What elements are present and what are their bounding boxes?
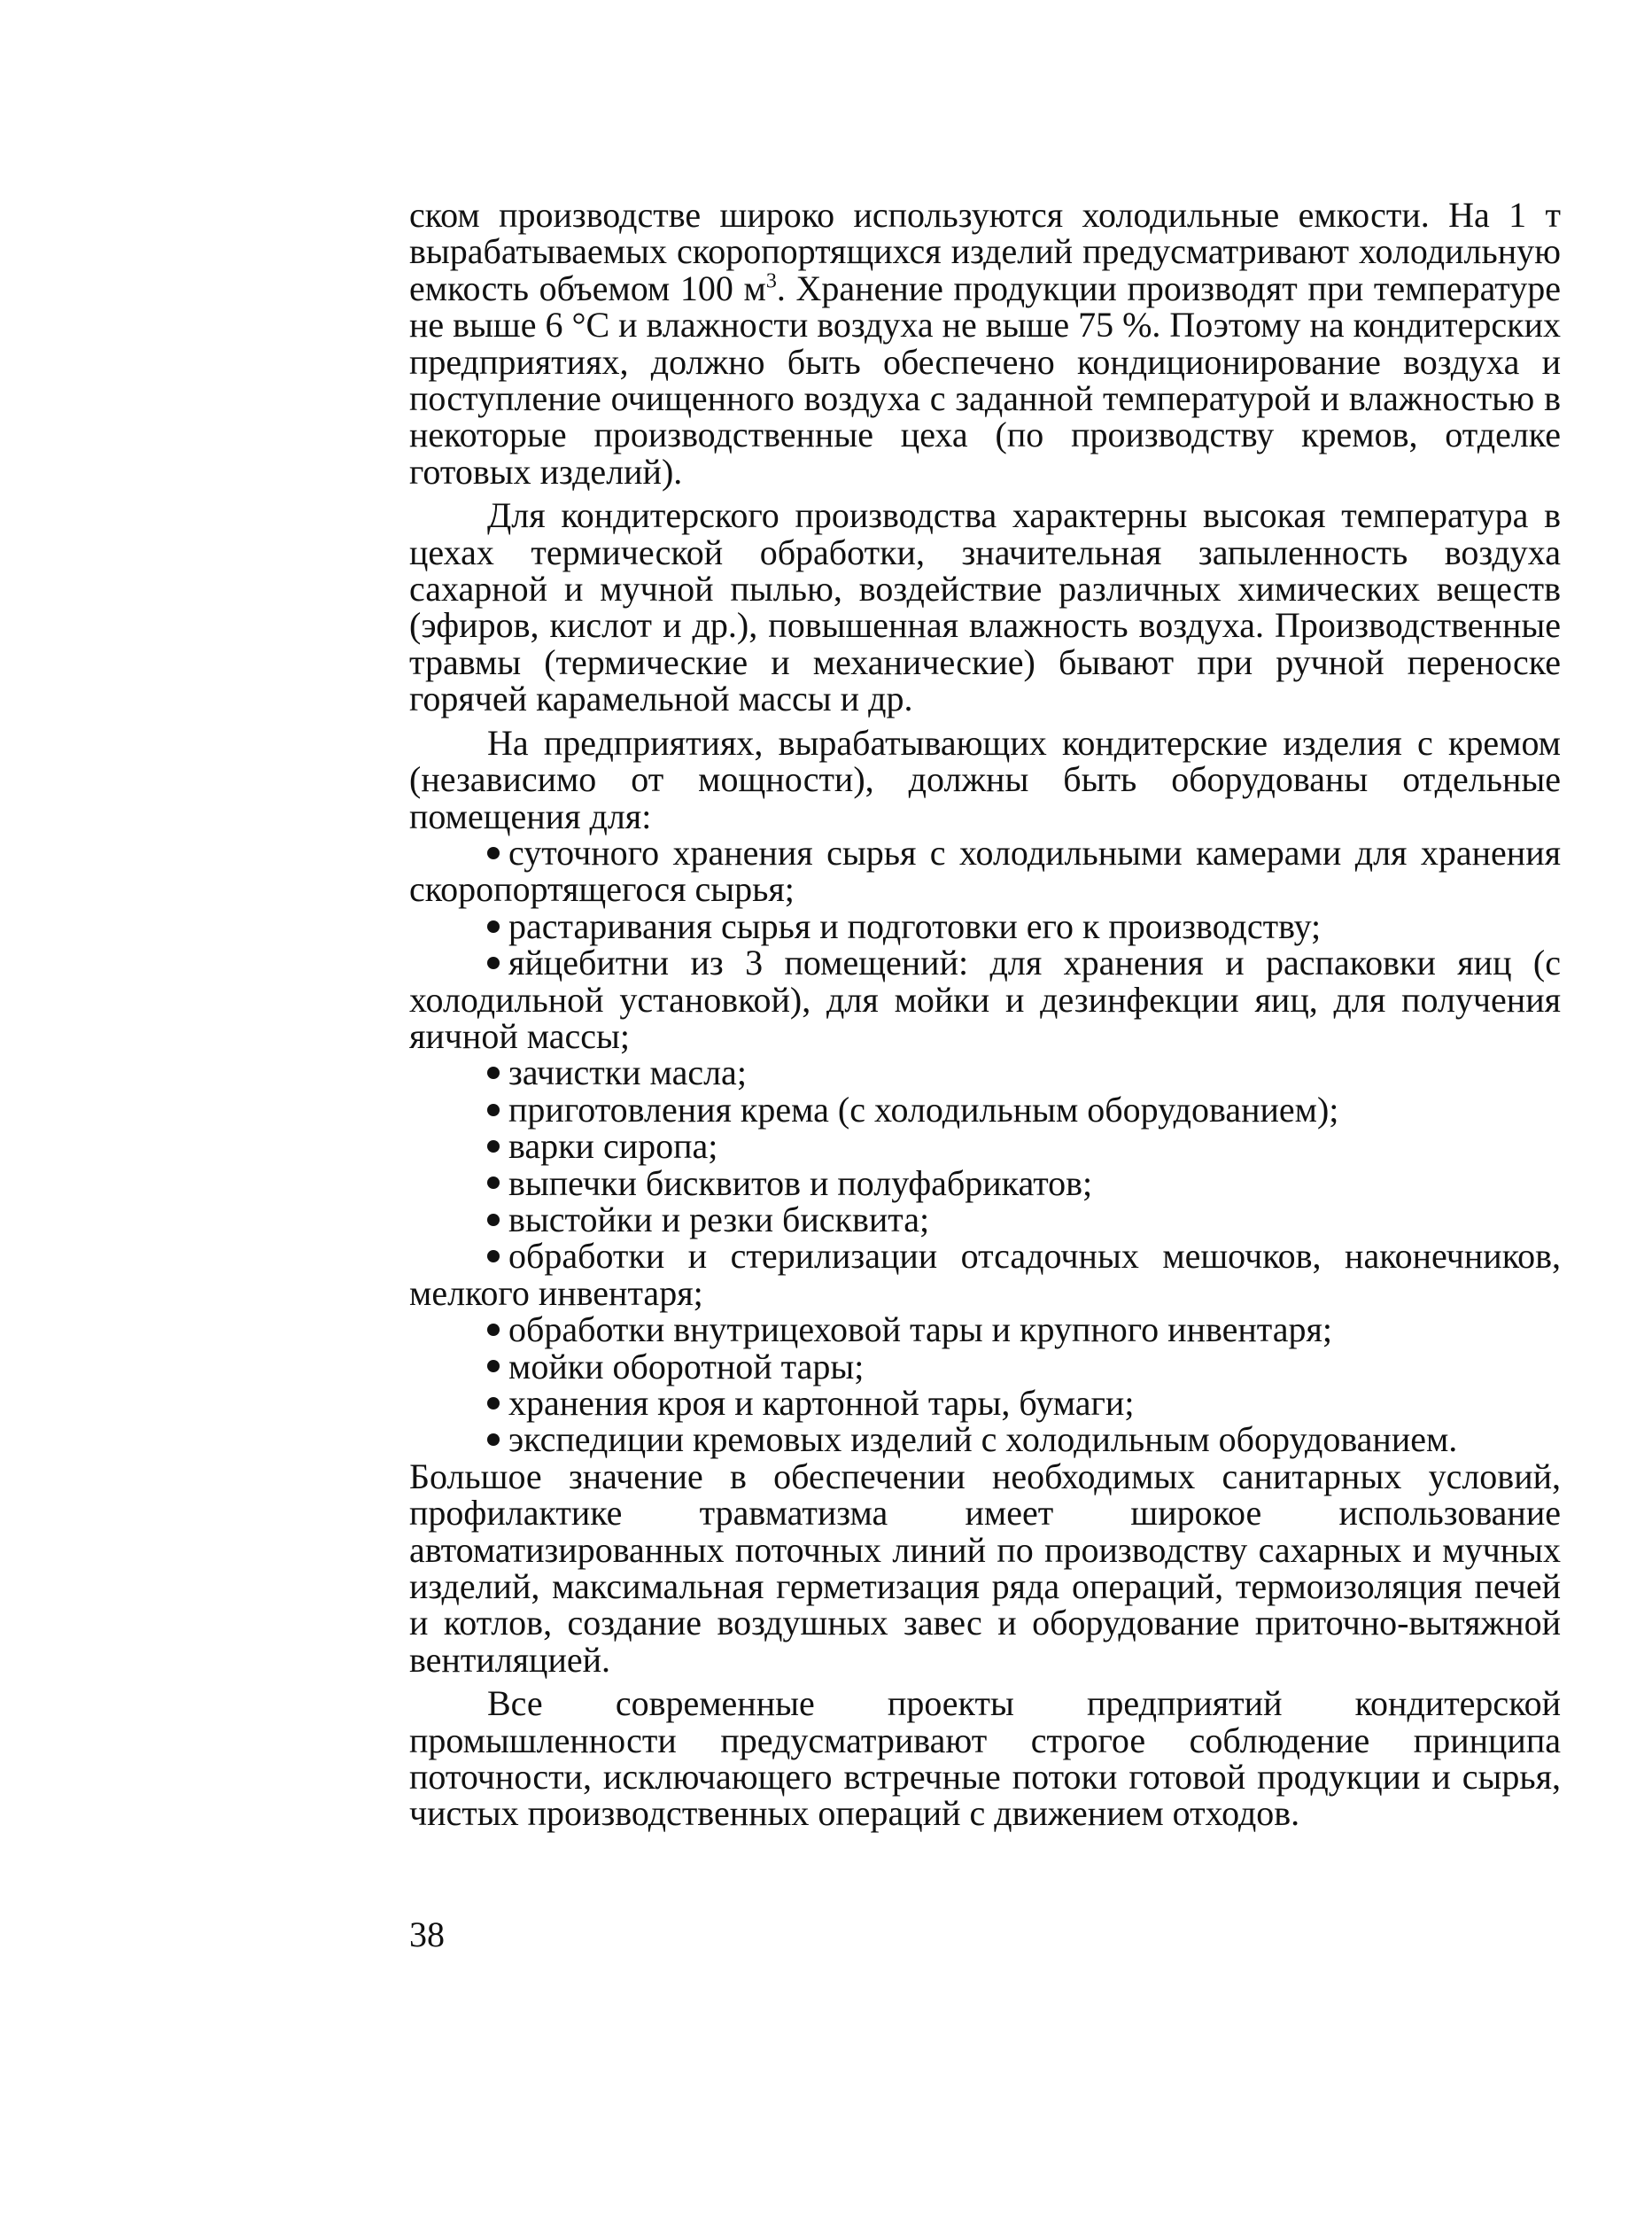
list-item bbox=[409, 1419, 1561, 1460]
list-item bbox=[409, 1091, 1561, 1128]
bullet-icon bbox=[487, 1177, 500, 1189]
list-item bbox=[409, 1201, 1561, 1238]
paragraph-1-text-b: . Хранение продукции производят при температуре не выше 6 °С и влажности воздуха не выше 75 %. Поэтому на кондитерских предприятиях, должно быть обеспечено кондиционирование воздуха и поступление очищенного воздуха с заданной температурой и влажностью в некоторые производственные цеха (по производству кремов, отделке готовых изделий). bbox=[409, 268, 1562, 492]
list-item bbox=[409, 1348, 1561, 1385]
list-item bbox=[409, 832, 1561, 910]
bullet-icon bbox=[487, 847, 500, 859]
bullet-icon bbox=[487, 1324, 500, 1336]
paragraph-2: Для кондитерского производства характерны высокая температура в цехах термической обработки, значительная запыленность воздуха сахарной и мучной пылью, воздействие различных химических веществ (эфиров, кислот и др.), повышенная влажность воздуха. Производственные травмы (термические и механические) бывают при ручной переноске горячей карамельной массы и др. bbox=[409, 495, 1561, 719]
list-item-text: варки сиропа; bbox=[508, 1126, 718, 1167]
paragraph-1-text-a: ском производстве широко используются холодильные емкости. На 1 т вырабатываемых скоропортящихся изделий предусматривают холодильную емкость объемом 100 м bbox=[409, 195, 1561, 308]
list-item-text: обработки и стерилизации отсадочных мешочков, наконечников, мелкого инвентаря; bbox=[409, 1236, 1561, 1313]
paragraph-5: Все современные проекты предприятий кондитерской промышленности предусматривают строгое соблюдение принципа поточности, исключающего встречные потоки готовой продукции и сырья, чистых производственных операций с движением отходов. bbox=[409, 1683, 1561, 1834]
list-item-text: мойки оборотной тары; bbox=[508, 1346, 865, 1386]
bullet-icon bbox=[487, 957, 500, 969]
list-item-text: выпечки бисквитов и полуфабрикатов; bbox=[508, 1162, 1093, 1203]
bullet-icon bbox=[487, 920, 500, 933]
list-item-text: зачистки масла; bbox=[508, 1052, 747, 1093]
list-item-text: приготовления крема (с холодильным оборудованием); bbox=[508, 1089, 1339, 1130]
body-text bbox=[409, 197, 1561, 1832]
bullet-icon bbox=[487, 1067, 500, 1079]
list-item bbox=[409, 1126, 1561, 1167]
list-item bbox=[409, 1162, 1561, 1203]
paragraph-3: На предприятиях, вырабатывающих кондитерские изделия с кремом (независимо от мощности), должны быть оборудованы отдельные помещения для: bbox=[409, 722, 1561, 836]
list-item bbox=[409, 1385, 1561, 1421]
bullet-icon bbox=[487, 1250, 500, 1262]
list-item-text: выстойки и резки бисквита; bbox=[508, 1199, 930, 1239]
list-item-text: яйцебитни из 3 помещений: для хранения и распаковки яиц (с холодильной установкой), для мойки и дезинфекции яиц, для получения яичной массы; bbox=[409, 943, 1561, 1056]
list-item bbox=[409, 1309, 1561, 1350]
bullet-icon bbox=[487, 1214, 500, 1226]
list-item-text: растаривания сырья и подготовки его к производству; bbox=[508, 905, 1322, 946]
list-item-text: хранения кроя и картонной тары, бумаги; bbox=[508, 1383, 1135, 1423]
list-item bbox=[409, 905, 1561, 946]
bullet-icon bbox=[487, 1140, 500, 1153]
list-item-text: экспедиции кремовых изделий с холодильным оборудованием. bbox=[508, 1419, 1458, 1460]
list-item bbox=[409, 1054, 1561, 1091]
paragraph-4: Большое значение в обеспечении необходимых санитарных условий, профилактике травматизма имеет широкое использование автоматизированных поточных линий по производству сахарных и мучных изделий, максимальная герметизация ряда операций, термоизоляция печей и котлов, создание воздушных завес и оборудование приточно-вытяжной вентиляцией. bbox=[409, 1456, 1561, 1680]
list-item bbox=[409, 944, 1561, 1054]
list-item-text: суточного хранения сырья с холодильными камерами для хранения скоропортящегося сырья; bbox=[409, 832, 1561, 910]
bullet-icon bbox=[487, 1360, 500, 1372]
bullet-icon bbox=[487, 1104, 500, 1116]
bullet-icon bbox=[487, 1433, 500, 1446]
room-list bbox=[409, 832, 1561, 1460]
list-item-text: обработки внутрицеховой тары и крупного инвентаря; bbox=[508, 1309, 1333, 1350]
paragraph-1 bbox=[409, 197, 1561, 490]
page-number: 38 bbox=[409, 1914, 445, 1954]
bullet-icon bbox=[487, 1397, 500, 1409]
list-item bbox=[409, 1238, 1561, 1311]
superscript-cubic: 3 bbox=[765, 269, 777, 293]
